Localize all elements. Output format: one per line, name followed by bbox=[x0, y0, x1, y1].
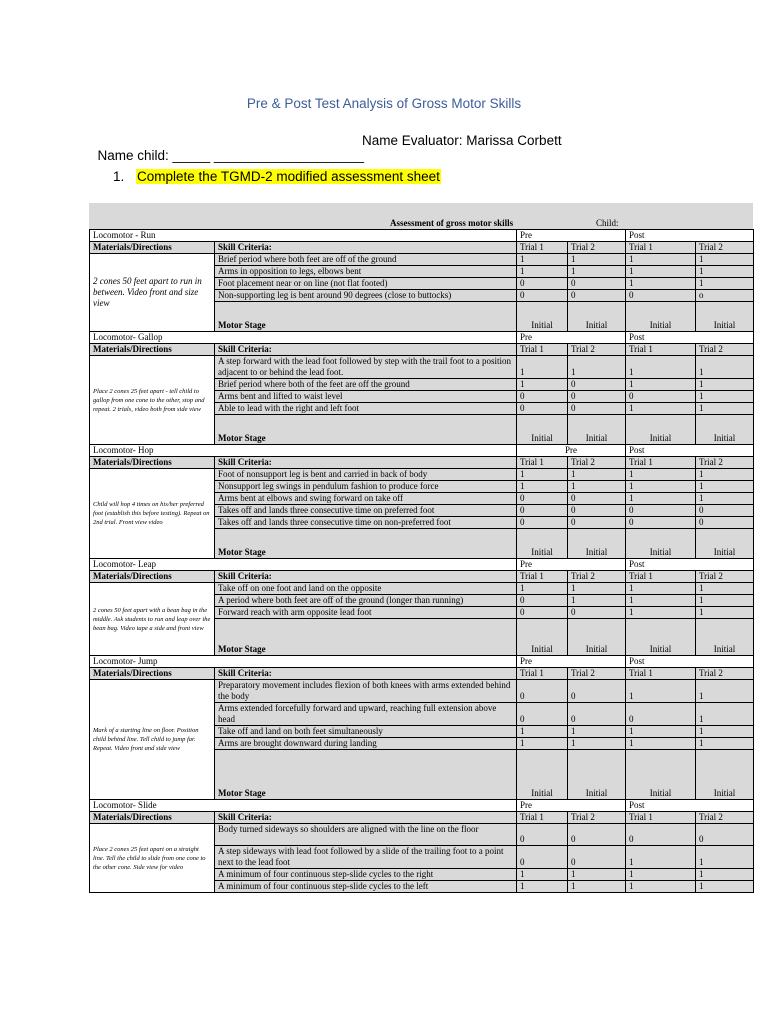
section-name: Locomotor- Jump bbox=[90, 656, 517, 668]
score-cell[interactable]: 1 bbox=[626, 869, 696, 881]
criteria-text: Takes off and lands three consecutive time on non-preferred foot bbox=[215, 517, 517, 529]
stage-value[interactable]: Initial bbox=[517, 750, 568, 800]
pre-label: Pre bbox=[517, 332, 626, 344]
pre-label: Pre bbox=[517, 445, 626, 457]
criteria-row bbox=[90, 254, 754, 266]
score-cell[interactable]: 0 bbox=[568, 391, 626, 403]
stage-value[interactable]: Initial bbox=[517, 415, 568, 445]
trial-label: Trial 2 bbox=[696, 457, 754, 469]
trial-label: Trial 1 bbox=[626, 571, 696, 583]
score-cell[interactable]: 1 bbox=[626, 607, 696, 619]
score-cell[interactable]: 1 bbox=[696, 379, 754, 391]
score-cell[interactable]: 0 bbox=[626, 703, 696, 726]
trial-label: Trial 2 bbox=[696, 344, 754, 356]
score-cell[interactable]: 1 bbox=[568, 595, 626, 607]
score-cell[interactable]: 1 bbox=[696, 391, 754, 403]
stage-value[interactable]: Initial bbox=[626, 619, 696, 656]
score-cell[interactable]: 0 bbox=[626, 391, 696, 403]
trial-label: Trial 2 bbox=[568, 812, 626, 824]
score-cell[interactable]: 1 bbox=[696, 278, 754, 290]
score-cell[interactable]: 0 bbox=[568, 703, 626, 726]
score-cell[interactable]: 0 bbox=[517, 391, 568, 403]
criteria-text: Take off on one foot and land on the opposite bbox=[215, 583, 517, 595]
stage-value[interactable]: Initial bbox=[568, 302, 626, 332]
criteria-text: Body turned sideways so shoulders are aligned with the line on the floor bbox=[215, 824, 517, 846]
section-header-row bbox=[90, 668, 754, 680]
post-label: Post bbox=[626, 230, 754, 242]
score-cell[interactable]: 1 bbox=[517, 356, 568, 379]
score-cell[interactable]: 1 bbox=[696, 356, 754, 379]
criteria-text: Forward reach with arm opposite lead foot bbox=[215, 607, 517, 619]
criteria-text: Arms bent and lifted to waist level bbox=[215, 391, 517, 403]
motor-stage-label: Motor Stage bbox=[215, 750, 517, 800]
score-cell[interactable]: 1 bbox=[626, 595, 696, 607]
criteria-text: Brief period where both feet are off of the ground bbox=[215, 254, 517, 266]
section-name: Locomotor- Gallop bbox=[90, 332, 517, 344]
score-cell[interactable]: 1 bbox=[696, 403, 754, 415]
section-name: Locomotor- Leap bbox=[90, 559, 517, 571]
trial-label: Trial 1 bbox=[517, 457, 568, 469]
skill-criteria-label: Skill Criteria: bbox=[215, 571, 517, 583]
criteria-row bbox=[90, 680, 754, 703]
score-cell[interactable]: 1 bbox=[517, 869, 568, 881]
post-label: Post bbox=[626, 800, 754, 812]
materials-directions: 2 cones 50 feet apart with a bean bag in the middle. Ask students to run and leap over the bean bag. Video tape a side and front view bbox=[90, 583, 215, 656]
trial-label: Trial 1 bbox=[517, 812, 568, 824]
criteria-text: Take off and land on both feet simultaneously bbox=[215, 726, 517, 738]
trial-label: Trial 1 bbox=[517, 242, 568, 254]
trial-label: Trial 1 bbox=[517, 344, 568, 356]
score-cell[interactable]: 0 bbox=[517, 703, 568, 726]
score-cell[interactable]: 1 bbox=[517, 379, 568, 391]
score-cell[interactable]: 1 bbox=[517, 481, 568, 493]
trial-label: Trial 1 bbox=[626, 344, 696, 356]
score-cell[interactable]: 1 bbox=[696, 607, 754, 619]
score-cell[interactable]: 1 bbox=[626, 738, 696, 750]
post-label: Post bbox=[626, 332, 754, 344]
score-cell[interactable]: 1 bbox=[696, 583, 754, 595]
score-cell[interactable]: 0 bbox=[568, 290, 626, 302]
score-cell[interactable]: 1 bbox=[696, 680, 754, 703]
trial-label: Trial 1 bbox=[626, 668, 696, 680]
pre-label: Pre bbox=[517, 559, 626, 571]
score-cell[interactable]: 1 bbox=[696, 469, 754, 481]
section-header-row bbox=[90, 344, 754, 356]
score-cell[interactable]: 0 bbox=[568, 607, 626, 619]
skill-criteria-label: Skill Criteria: bbox=[215, 668, 517, 680]
score-cell[interactable]: 0 bbox=[517, 824, 568, 846]
score-cell[interactable]: 0 bbox=[568, 517, 626, 529]
criteria-text: A minimum of four continuous step-slide cycles to the right bbox=[215, 869, 517, 881]
score-cell[interactable]: 1 bbox=[696, 266, 754, 278]
criteria-text: A step sideways with lead foot followed by a slide of the trailing foot to a point next to the lead foot bbox=[215, 846, 517, 869]
post-label: Post bbox=[626, 559, 754, 571]
criteria-row bbox=[90, 469, 754, 481]
score-cell[interactable]: 0 bbox=[568, 278, 626, 290]
stage-value[interactable]: Initial bbox=[696, 750, 754, 800]
score-cell[interactable]: 1 bbox=[626, 403, 696, 415]
criteria-text: A step forward with the lead foot followed by step with the trail foot to a position adjacent to or behind the lead foot. bbox=[215, 356, 517, 379]
skill-criteria-label: Skill Criteria: bbox=[215, 344, 517, 356]
materials-directions-label: Materials/Directions bbox=[90, 242, 215, 254]
section-header-row bbox=[90, 812, 754, 824]
score-cell[interactable]: 1 bbox=[626, 254, 696, 266]
criteria-text: Brief period where both of the feet are off the ground bbox=[215, 379, 517, 391]
score-cell[interactable]: 1 bbox=[568, 266, 626, 278]
criteria-text: Nonsupport leg swings in pendulum fashion to produce force bbox=[215, 481, 517, 493]
trial-label: Trial 1 bbox=[517, 668, 568, 680]
pre-label: Pre bbox=[517, 230, 626, 242]
skill-criteria-label: Skill Criteria: bbox=[215, 457, 517, 469]
stage-value[interactable]: Initial bbox=[517, 619, 568, 656]
materials-directions: Place 2 cones 25 feet apart - tell child to gallop from one cone to the other, stop and repeat. 2 trials, video both from side view bbox=[90, 356, 215, 445]
criteria-text: Takes off and lands three consecutive time on preferred foot bbox=[215, 505, 517, 517]
section-header-row bbox=[90, 242, 754, 254]
document-title: Pre & Post Test Analysis of Gross Motor Skills bbox=[246, 96, 522, 111]
stage-value[interactable]: Initial bbox=[568, 529, 626, 559]
score-cell[interactable]: 0 bbox=[517, 846, 568, 869]
score-cell[interactable]: 1 bbox=[626, 356, 696, 379]
stage-value[interactable]: Initial bbox=[626, 529, 696, 559]
trial-label: Trial 1 bbox=[517, 571, 568, 583]
score-cell[interactable]: 1 bbox=[568, 726, 626, 738]
trial-label: Trial 2 bbox=[696, 668, 754, 680]
score-cell[interactable]: 1 bbox=[517, 726, 568, 738]
trial-label: Trial 1 bbox=[626, 242, 696, 254]
score-cell[interactable]: 1 bbox=[696, 493, 754, 505]
score-cell[interactable]: 1 bbox=[517, 583, 568, 595]
section-name-row bbox=[90, 656, 754, 668]
score-cell[interactable]: 1 bbox=[517, 266, 568, 278]
score-cell[interactable]: 1 bbox=[626, 481, 696, 493]
score-cell[interactable]: 1 bbox=[626, 266, 696, 278]
materials-directions-label: Materials/Directions bbox=[90, 344, 215, 356]
score-cell[interactable]: 1 bbox=[568, 469, 626, 481]
materials-directions-label: Materials/Directions bbox=[90, 812, 215, 824]
trial-label: Trial 2 bbox=[568, 242, 626, 254]
score-cell[interactable]: 0 bbox=[626, 505, 696, 517]
score-cell[interactable]: 0 bbox=[517, 403, 568, 415]
stage-value[interactable]: Initial bbox=[568, 415, 626, 445]
criteria-row bbox=[90, 824, 754, 846]
materials-directions: Child will hop 4 times on his/her preferred foot (establish this before testing). Repeat on 2nd trial. Front view video bbox=[90, 469, 215, 559]
materials-directions-label: Materials/Directions bbox=[90, 668, 215, 680]
stage-value[interactable]: Initial bbox=[568, 750, 626, 800]
section-name: Locomotor - Run bbox=[90, 230, 517, 242]
score-cell[interactable]: 0 bbox=[568, 505, 626, 517]
score-cell[interactable]: 0 bbox=[568, 379, 626, 391]
section-name-row bbox=[90, 559, 754, 571]
criteria-text: Foot placement near or on line (not flat footed) bbox=[215, 278, 517, 290]
score-cell[interactable]: 1 bbox=[568, 356, 626, 379]
score-cell[interactable]: 0 bbox=[517, 595, 568, 607]
materials-directions-label: Materials/Directions bbox=[90, 571, 215, 583]
score-cell[interactable]: 1 bbox=[626, 881, 696, 893]
score-cell[interactable]: 1 bbox=[626, 583, 696, 595]
materials-directions-label: Materials/Directions bbox=[90, 457, 215, 469]
motor-stage-label: Motor Stage bbox=[215, 415, 517, 445]
materials-directions: 2 cones 50 feet apart to run in between. Video front and size view bbox=[90, 254, 215, 332]
section-name: Locomotor- Hop bbox=[90, 445, 517, 457]
score-cell[interactable]: 1 bbox=[696, 846, 754, 869]
score-cell[interactable]: 1 bbox=[696, 869, 754, 881]
stage-value[interactable]: Initial bbox=[517, 529, 568, 559]
score-cell[interactable]: 1 bbox=[626, 846, 696, 869]
name-child-field[interactable]: Name child: _____ ____________________ bbox=[97, 148, 364, 163]
pre-label: Pre bbox=[517, 656, 626, 668]
score-cell[interactable]: 1 bbox=[626, 726, 696, 738]
criteria-text: Arms are brought downward during landing bbox=[215, 738, 517, 750]
stage-value[interactable]: Initial bbox=[517, 302, 568, 332]
score-cell[interactable]: 1 bbox=[626, 278, 696, 290]
stage-value[interactable]: Initial bbox=[626, 750, 696, 800]
score-cell[interactable]: 0 bbox=[517, 493, 568, 505]
score-cell[interactable]: 0 bbox=[696, 824, 754, 846]
stage-value[interactable]: Initial bbox=[696, 619, 754, 656]
score-cell[interactable]: 0 bbox=[568, 846, 626, 869]
step-text-highlighted: Complete the TGMD-2 modified assessment sheet bbox=[137, 169, 440, 184]
criteria-text: A period where both feet are off of the ground (longer than running) bbox=[215, 595, 517, 607]
score-cell[interactable]: 1 bbox=[568, 869, 626, 881]
assessment-table bbox=[89, 229, 754, 893]
section-name: Locomotor- Slide bbox=[90, 800, 517, 812]
section-name-row bbox=[90, 332, 754, 344]
stage-value[interactable]: Initial bbox=[696, 529, 754, 559]
criteria-text: Preparatory movement includes flexion of both knees with arms extended behind the body bbox=[215, 680, 517, 703]
score-cell[interactable]: 0 bbox=[626, 517, 696, 529]
score-cell[interactable]: 0 bbox=[517, 290, 568, 302]
materials-directions: Mark of a starting line on floor. Position child behind line. Tell child to jump far. Repeat. Video front and side view bbox=[90, 680, 215, 800]
score-cell[interactable]: 1 bbox=[696, 595, 754, 607]
post-label: Post bbox=[626, 445, 754, 457]
score-cell[interactable]: 0 bbox=[696, 505, 754, 517]
score-cell[interactable]: 0 bbox=[517, 278, 568, 290]
trial-label: Trial 2 bbox=[568, 457, 626, 469]
trial-label: Trial 2 bbox=[568, 571, 626, 583]
section-name-row bbox=[90, 230, 754, 242]
child-label: Child: bbox=[596, 218, 619, 228]
materials-directions: Place 2 cones 25 feet apart on a straight line. Tell the child to slide from one cone to the other cone. Side view for video bbox=[90, 824, 215, 893]
criteria-text: A minimum of four continuous step-slide cycles to the left bbox=[215, 881, 517, 893]
score-cell[interactable]: 1 bbox=[696, 726, 754, 738]
criteria-row bbox=[90, 583, 754, 595]
trial-label: Trial 1 bbox=[626, 457, 696, 469]
section-name-row bbox=[90, 445, 754, 457]
score-cell[interactable]: 0 bbox=[568, 824, 626, 846]
score-cell[interactable]: 1 bbox=[696, 254, 754, 266]
score-cell[interactable]: 1 bbox=[517, 254, 568, 266]
score-cell[interactable]: 1 bbox=[696, 881, 754, 893]
score-cell[interactable]: 1 bbox=[568, 481, 626, 493]
score-cell[interactable]: 1 bbox=[626, 493, 696, 505]
stage-value[interactable]: Initial bbox=[626, 302, 696, 332]
score-cell[interactable]: 0 bbox=[696, 517, 754, 529]
section-header-row bbox=[90, 457, 754, 469]
motor-stage-label: Motor Stage bbox=[215, 619, 517, 656]
criteria-text: Arms bent at elbows and swing forward on take off bbox=[215, 493, 517, 505]
stage-value[interactable]: Initial bbox=[626, 415, 696, 445]
section-name-row bbox=[90, 800, 754, 812]
step-number: 1. bbox=[113, 169, 125, 184]
score-cell[interactable]: 0 bbox=[517, 607, 568, 619]
sheet-header bbox=[89, 203, 753, 229]
assessment-sheet bbox=[89, 203, 753, 893]
score-cell[interactable]: 1 bbox=[517, 881, 568, 893]
score-cell[interactable]: 0 bbox=[568, 403, 626, 415]
score-cell[interactable]: 0 bbox=[517, 517, 568, 529]
score-cell[interactable]: 1 bbox=[696, 481, 754, 493]
score-cell[interactable]: 1 bbox=[626, 680, 696, 703]
score-cell[interactable]: 1 bbox=[626, 469, 696, 481]
score-cell[interactable]: 0 bbox=[626, 824, 696, 846]
score-cell[interactable]: 1 bbox=[568, 583, 626, 595]
score-cell[interactable]: 1 bbox=[568, 254, 626, 266]
trial-label: Trial 2 bbox=[696, 571, 754, 583]
stage-value[interactable]: Initial bbox=[696, 415, 754, 445]
score-cell[interactable]: o bbox=[696, 290, 754, 302]
criteria-row bbox=[90, 356, 754, 379]
score-cell[interactable]: 1 bbox=[568, 881, 626, 893]
stage-value[interactable]: Initial bbox=[696, 302, 754, 332]
criteria-text: Arms in opposition to legs, elbows bent bbox=[215, 266, 517, 278]
score-cell[interactable]: 1 bbox=[696, 703, 754, 726]
name-evaluator: Name Evaluator: Marissa Corbett bbox=[362, 133, 562, 148]
score-cell[interactable]: 1 bbox=[626, 379, 696, 391]
motor-stage-label: Motor Stage bbox=[215, 302, 517, 332]
stage-value[interactable]: Initial bbox=[568, 619, 626, 656]
score-cell[interactable]: 0 bbox=[517, 505, 568, 517]
score-cell[interactable]: 0 bbox=[626, 290, 696, 302]
motor-stage-label: Motor Stage bbox=[215, 529, 517, 559]
instruction-step bbox=[113, 169, 441, 184]
criteria-text: Non-supporting leg is bent around 90 degrees (close to buttocks) bbox=[215, 290, 517, 302]
criteria-text: Foot of nonsupport leg is bent and carried in back of body bbox=[215, 469, 517, 481]
score-cell[interactable]: 1 bbox=[517, 738, 568, 750]
score-cell[interactable]: 0 bbox=[517, 680, 568, 703]
criteria-text: Able to lead with the right and left foot bbox=[215, 403, 517, 415]
score-cell[interactable]: 1 bbox=[568, 738, 626, 750]
trial-label: Trial 2 bbox=[696, 812, 754, 824]
trial-label: Trial 2 bbox=[696, 242, 754, 254]
pre-label: Pre bbox=[517, 800, 626, 812]
skill-criteria-label: Skill Criteria: bbox=[215, 812, 517, 824]
score-cell[interactable]: 0 bbox=[568, 680, 626, 703]
trial-label: Trial 2 bbox=[568, 344, 626, 356]
trial-label: Trial 2 bbox=[568, 668, 626, 680]
skill-criteria-label: Skill Criteria: bbox=[215, 242, 517, 254]
criteria-text: Arms extended forcefully forward and upward, reaching full extension above head bbox=[215, 703, 517, 726]
section-header-row bbox=[90, 571, 754, 583]
sheet-title: Assessment of gross motor skills bbox=[390, 218, 514, 228]
post-label: Post bbox=[626, 656, 754, 668]
trial-label: Trial 1 bbox=[626, 812, 696, 824]
score-cell[interactable]: 0 bbox=[568, 493, 626, 505]
score-cell[interactable]: 1 bbox=[517, 469, 568, 481]
score-cell[interactable]: 1 bbox=[696, 738, 754, 750]
